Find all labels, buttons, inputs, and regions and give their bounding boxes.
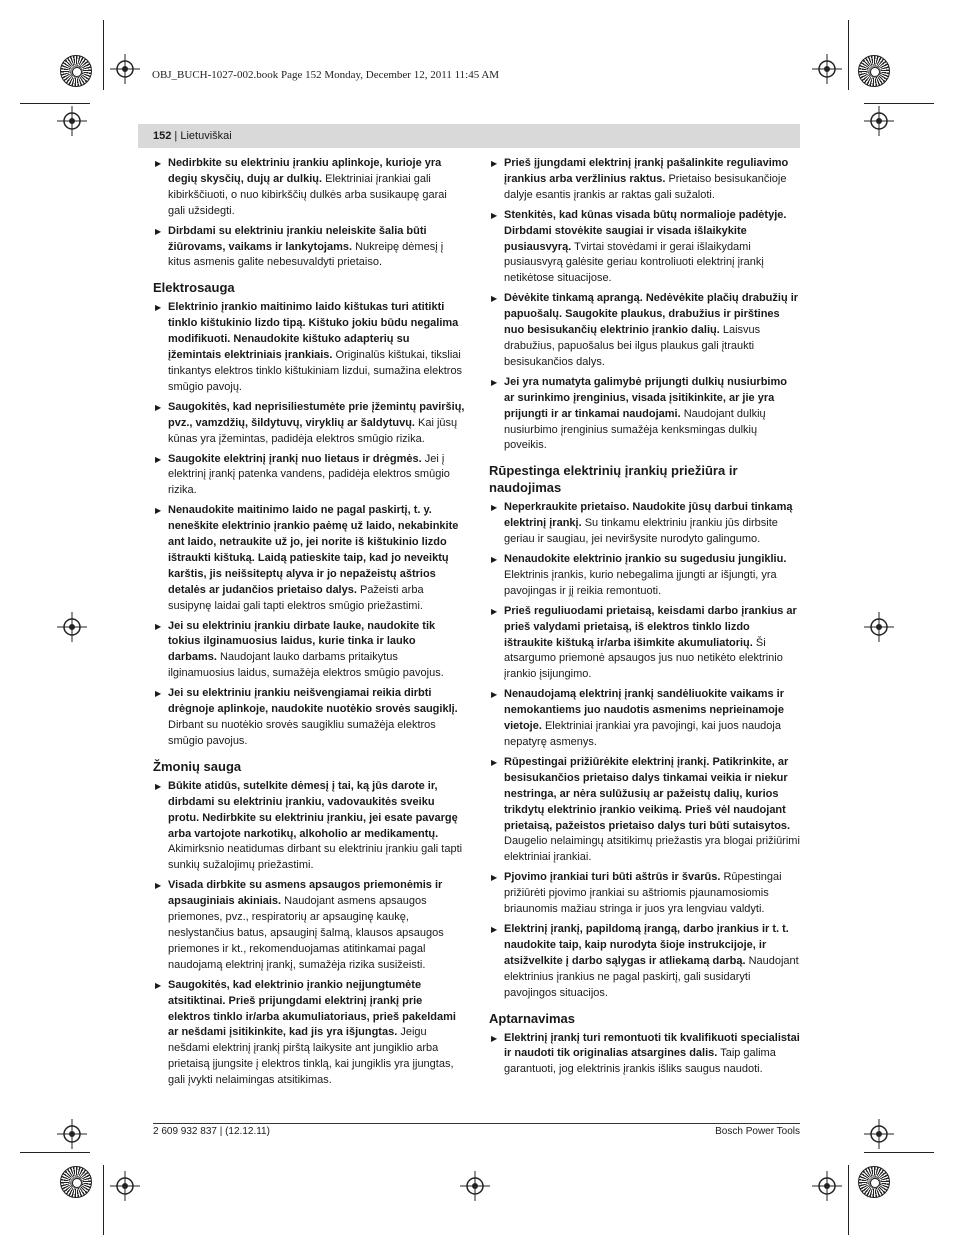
crosshair-icon: [864, 106, 894, 136]
bullet-item: [489, 870, 800, 918]
bullet-item: [489, 1031, 800, 1079]
bullet-text: Naudojant dulkių nusiurbimo įrenginius sumažėja kenksmingas dulkių poveikis.: [504, 407, 766, 452]
bullet-text: Elektrinis įrankis, kurio nebegalima įjungti ar išjungti, yra pavojingas ir jį reikia remontuoti.: [504, 568, 777, 597]
crop-mark: [864, 103, 934, 104]
arrow-bullet-icon: ▶: [155, 980, 162, 990]
bullet-text: Elektriniai įrankiai gali kibirkščiuoti, o nuo kibirkščių dulkės arba susikaupę garai gali užsidegti.: [168, 172, 447, 217]
bullet-text: Prietaiso besisukančioje dalyje esantis įrankis ar raktas gali sužaloti.: [504, 172, 787, 201]
bullet-text: Taip galima garantuoti, jog elektrinis įrankis išliks saugus naudoti.: [504, 1047, 776, 1076]
arrow-bullet-icon: ▶: [491, 606, 498, 616]
arrow-bullet-icon: ▶: [155, 402, 162, 412]
print-info: OBJ_BUCH-1027-002.book Page 152 Monday, December 12, 2011 11:45 AM: [152, 69, 500, 81]
footer-brand: Bosch Power Tools: [715, 1126, 800, 1137]
arrow-bullet-icon: ▶: [491, 1033, 498, 1043]
bullet-item: [489, 604, 800, 684]
arrow-bullet-icon: ▶: [491, 159, 498, 168]
bullet-item: [489, 922, 800, 1002]
arrow-bullet-icon: ▶: [491, 210, 498, 220]
arrow-bullet-icon: ▶: [155, 506, 162, 516]
crosshair-icon: [57, 1119, 87, 1149]
bullet-item: [153, 300, 465, 395]
bullet-item: [153, 503, 465, 614]
crosshair-icon: [812, 54, 842, 84]
crop-mark: [103, 20, 104, 90]
arrow-bullet-icon: ▶: [491, 503, 498, 513]
bullet-text: Ši atsargumo priemonė apsaugos jus nuo netikėto elektrinio įrankio įsijungimo.: [504, 636, 783, 681]
crosshair-icon: [110, 1171, 140, 1201]
arrow-bullet-icon: ▶: [491, 555, 498, 565]
bullet-text: Jeigu nešdami elektrinį įrankį pirštą laikysite ant jungiklio arba prietaisą įjungsite į elektros tinklą, kai jungiklis yra įjungtas, gali įvykti nelaimingas atsitikimas.: [168, 1026, 454, 1087]
bullet-text: Laisvus drabužius, papuošalus bei ilgus plaukus gali įtraukti besisukančios dalys.: [504, 324, 761, 368]
electrical-safety-list: [153, 300, 465, 749]
arrow-bullet-icon: ▶: [491, 757, 498, 767]
bullet-bold-text: Jei yra numatyta galimybė prijungti dulkių nusiurbimo ar surinkimo įrenginius, visada įsitikinkite, ar jie yra prijungti ir ar tinkamai naudojami.: [504, 375, 787, 420]
section-title-service: Aptarnavimas: [489, 1010, 575, 1026]
bullet-item: [489, 500, 800, 548]
bullet-item: [489, 687, 800, 751]
header-separator: |: [171, 130, 181, 142]
bullet-item: [153, 686, 465, 750]
bullet-text: Naudojant lauko darbams pritaikytus ilginamuosius laidus, sumažėja elektros smūgio pavojus.: [168, 651, 444, 680]
bullet-bold-text: Pjovimo įrankiai turi būti aštrūs ir švarūs.: [504, 871, 721, 884]
running-header: [153, 130, 232, 142]
tool-care-list: [489, 500, 800, 1001]
bullet-text: Nukreipę dėmesį į kitus asmenis galite nebesuvaldyti prietaiso.: [168, 240, 444, 269]
crosshair-icon: [460, 1171, 490, 1201]
crop-mark: [848, 1165, 849, 1235]
bullet-bold-text: Saugokitės, kad neprisiliestumėte prie įžemintų paviršių, pvz., vamzdžių, šildytuvų, viryklių ar šaldytuvų.: [168, 400, 465, 429]
bullet-text: Elektriniai įrankiai yra pavojingi, kai juos naudoja nepatyrę asmenys.: [504, 720, 781, 748]
bullet-item: [153, 452, 465, 500]
bullet-text: Dirbant su nuotėkio srovės saugikliu sumažėja elektros smūgio pavojus.: [168, 719, 436, 747]
footer-document-number: 2 609 932 837 | (12.12.11): [153, 1126, 270, 1137]
registration-rosette-top-right: [858, 55, 890, 87]
bullet-item: [489, 291, 800, 371]
bullet-bold-text: Rūpestingai prižiūrėkite elektrinį įrankį. Patikrinkite, ar besisukančios prietaiso dalys tinkamai veikia ir niekur nestringa, ar nėra sulūžusių ar pažeistų dalių, kurios trikdytų elektrinio įrankio veikimą. Prieš vėl naudojant prietaisą, pažeistos prietaiso dalys turi būti sutaisytos.: [504, 755, 791, 832]
arrow-bullet-icon: ▶: [491, 690, 498, 700]
registration-rosette-bottom-left: [60, 1166, 92, 1198]
crosshair-icon: [864, 612, 894, 642]
bullet-item: [489, 755, 800, 866]
bullet-text: Rūpestingai prižiūrėti pjovimo įrankiai su aštriomis pjaunamosiomis briaunomis mažiau stringa ir juos yra lengviau valdyti.: [504, 871, 782, 916]
bullet-bold-text: Jei su elektriniu įrankiu neišvengiamai reikia dirbti drėgnoje aplinkoje, naudokite nuotėkio srovės saugiklį.: [168, 687, 458, 716]
bullet-item: [153, 400, 465, 448]
crosshair-icon: [812, 1171, 842, 1201]
bullet-bold-text: Neperkraukite prietaiso. Naudokite jūsų darbui tinkamą elektrinį įrankį.: [504, 501, 793, 530]
crop-mark: [848, 20, 849, 90]
bullet-bold-text: Nenaudokite elektrinio įrankio su sugedusiu jungikliu.: [504, 553, 787, 566]
bullet-bold-text: Nenaudojamą elektrinį įrankį sandėliuokite vaikams ir nemokantiems juo naudotis asmenims neprieinamoje vietoje.: [504, 688, 785, 733]
page-number: 152: [153, 130, 172, 142]
left-column: [153, 156, 465, 1093]
bullet-bold-text: Dirbdami su elektriniu įrankiu neleiskite šalia būti žiūrovams, vaikams ir lankytojams.: [168, 224, 427, 253]
arrow-bullet-icon: ▶: [155, 454, 162, 464]
bullet-item: [489, 552, 800, 600]
arrow-bullet-icon: ▶: [155, 303, 162, 313]
bullet-item: [153, 619, 465, 683]
bullet-bold-text: Elektrinį įrankį turi remontuoti tik kvalifikuoti specialistai ir naudoti tik originalias atsargines dalis.: [504, 1031, 800, 1060]
section-title-personal-safety: Žmonių sauga: [153, 758, 242, 774]
service-list: [489, 1031, 800, 1079]
arrow-bullet-icon: ▶: [155, 621, 162, 631]
bullet-bold-text: Dėvėkite tinkamą aprangą. Nedėvėkite plačių drabužių ir papuošalų. Saugokite plaukus, drabužius ir pirštines nuo besisukančių elektrinio įrankio dalių.: [504, 292, 799, 337]
registration-rosette-top-left: [60, 55, 92, 87]
bullet-bold-text: Jei su elektriniu įrankiu dirbate lauke, naudokite tik tokius ilginamuosius laidus, kurie tinka ir lauko darbams.: [168, 619, 436, 664]
bullet-item: [153, 878, 465, 973]
bullet-bold-text: Visada dirbkite su asmens apsaugos priemonėmis ir apsauginiais akiniais.: [168, 879, 443, 908]
arrow-bullet-icon: ▶: [491, 873, 498, 883]
crosshair-icon: [864, 1119, 894, 1149]
personal-safety-list: [153, 779, 465, 1089]
right-column: [489, 156, 800, 1082]
arrow-bullet-icon: ▶: [155, 781, 162, 791]
section-title-electrical-safety: Elektrosauga: [153, 280, 235, 296]
arrow-bullet-icon: ▶: [155, 881, 162, 891]
arrow-bullet-icon: ▶: [155, 689, 162, 699]
bullet-item: [153, 779, 465, 874]
bullet-text: Jei į elektrinį įrankį patenka vandens, padidėja elektros smūgio rizika.: [168, 452, 450, 497]
bullet-bold-text: Elektrinio įrankio maitinimo laido kištukas turi atitikti tinklo kištukinio lizdo tipą. Kištuko jokiu būdu negalima modifikuoti. Nenaudokite kištuko adapterių su įžemintais elektriniais įrankiais.: [168, 301, 459, 362]
bullet-item: [489, 156, 800, 204]
bullet-text: Akimirksnio neatidumas dirbant su elektriniu įrankiu gali tapti sunkių sužalojimų priežastimi.: [168, 843, 463, 872]
arrow-bullet-icon: ▶: [155, 226, 162, 236]
bullet-item: [489, 208, 800, 288]
footer-rule: [153, 1123, 800, 1124]
crop-mark: [20, 103, 90, 104]
bullet-text: Naudojant elektrinius įrankius ne pagal paskirtį, gali susidaryti pavojingos situacijos.: [504, 954, 799, 999]
bullet-text: Daugelio nelaimingų atsitikimų priežastis yra blogai prižiūrimi elektriniai įrankiai.: [504, 835, 800, 864]
bullet-text: Su tinkamu elektriniu įrankiu jūs dirbsite geriau ir saugiau, jei neviršysite nurodyto galingumo.: [504, 517, 778, 546]
bullet-item: [153, 156, 465, 220]
bullet-text: Originalūs kištukai, tiksliai tinkantys elektros tinklo kištukiniam lizdui, sumažina elektros smūgio pavojų.: [168, 349, 463, 393]
bullet-bold-text: Saugokitės, kad elektrinio įrankio neįjungtumėte atsitiktinai. Prieš prijungdami elektrinį įrankį prie elektros tinklo ir/arba akumuliatoriaus, prieš pakeldami ar nešdami įsitikinkite, kad jis yra išjungtas.: [168, 978, 456, 1039]
arrow-bullet-icon: ▶: [491, 377, 498, 387]
bullet-text: Naudojant asmens apsaugos priemones, pvz., respiratorių ar apsauginę kaukę, neslystančius batus, apsauginį šalmą, klausos apsaugos priemones ir kt., rekomenduojamas atitinkamai pagal naudojamą elektrinį įrankį, sumažėja rizika susižeisti.: [168, 895, 444, 971]
bullet-bold-text: Nenaudokite maitinimo laido ne pagal paskirtį, t. y. neneškite elektrinio įrankio paėmę už laido, nekabinkite ant laido, netraukite už jo, jei norite iš kištukinio lizdo ištraukti kištuką. Laidą patieskite taip, kad jo neveiktų karštis, jis neišsiteptų alyva ir jo nepažeistų aštrios detalės ar judančios prietaiso dalys.: [168, 504, 459, 596]
bullet-bold-text: Nedirbkite su elektriniu įrankiu aplinkoje, kurioje yra degių skysčių, dujų ar dulkių.: [168, 157, 442, 185]
bullet-bold-text: Prieš reguliuodami prietaisą, keisdami darbo įrankius ar prieš valydami prietaisą, iš elektros tinklo lizdo ištraukite kištuką ir/arba išimkite akumuliatorių.: [504, 604, 797, 649]
arrow-bullet-icon: ▶: [491, 924, 498, 934]
right-intro-list: [489, 156, 800, 454]
bullet-bold-text: Prieš įjungdami elektrinį įrankį pašalinkite reguliavimo įrankius arba veržlinius raktus.: [504, 157, 789, 185]
bullet-item: [153, 978, 465, 1089]
crop-mark: [864, 1152, 934, 1153]
bullet-text: Tvirtai stovėdami ir gerai išlaikydami pusiausvyrą galėsite geriau kontroliuoti elektrinį įrankį netikėtose situacijose.: [504, 240, 764, 285]
bullet-bold-text: Būkite atidūs, sutelkite dėmesį į tai, ką jūs darote ir, dirbdami su elektriniu įrankiu, vadovaukitės sveiku protu. Nedirbkite su elektriniu įrankiu, jei esate pavargę arba vartojote narkotikų, alkoholio ar medikamentų.: [168, 779, 458, 840]
crosshair-icon: [57, 612, 87, 642]
bullet-text: Pažeisti arba susipynę laidai gali tapti elektros smūgio priežastimi.: [168, 583, 424, 612]
arrow-bullet-icon: ▶: [155, 159, 162, 168]
bullet-bold-text: Stenkitės, kad kūnas visada būtų normalioje padėtyje. Dirbdami stovėkite saugiai ir visada išlaikykite pusiausvyrą.: [504, 208, 787, 253]
left-intro-list: [153, 156, 465, 271]
arrow-bullet-icon: ▶: [491, 294, 498, 304]
bullet-item: [153, 224, 465, 272]
crosshair-icon: [57, 106, 87, 136]
crop-mark: [20, 1152, 90, 1153]
section-title-tool-care: Rūpestinga elektrinių įrankių priežiūra ir naudojimas: [489, 463, 738, 496]
crosshair-icon: [110, 54, 140, 84]
bullet-text: Kai jūsų kūnas yra įžemintas, padidėja elektros smūgio rizika.: [168, 416, 458, 445]
registration-rosette-bottom-right: [858, 1166, 890, 1198]
crop-mark: [103, 1165, 104, 1235]
bullet-item: [489, 375, 800, 455]
running-header-bar: [138, 124, 800, 148]
bullet-bold-text: Elektrinį įrankį, papildomą įrangą, darbo įrankius ir t. t. naudokite taip, kaip nurodyta šioje instrukcijoje, ir atsižvelkite į darbo sąlygas ir atliekamą darbą.: [504, 922, 789, 967]
bullet-bold-text: Saugokite elektrinį įrankį nuo lietaus ir drėgmės.: [168, 452, 422, 465]
header-language: Lietuviškai: [180, 130, 232, 142]
